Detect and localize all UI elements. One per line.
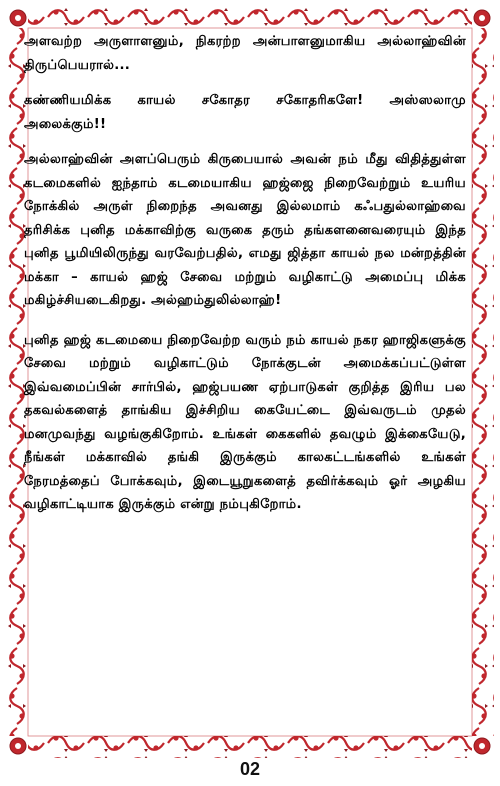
handbook-intro-paragraph: புனித ஹஜ் கடமையை நிறைவேற்ற வரும் நம் காயல் நகர ஹாஜிகளுக்கு சேவை மற்றும் வழிகாட்டும் நோக்குடன் அமைக்கப்பட்டுள்ள இவ்வமைப்பின் சார்பில், ஹஜ்பயண ஏற்பாடுகள் குறித்த இரிய பல தகவல்களைத் தாங்கிய இச்சிறிய கையேட்டை இவ்வருடம் முதல் மனமுவந்து வழங்குகிறோம். உங்கள் கைகளில் தவழும் இக்கையேடு, நீங்கள் மக்காவில் தங்கி இருக்கும் காலகட்டங்களில் உங்கள் நேரமத்தைப் போக்கவும், இடையூறுகளைத் தவிர்க்கவும் ஓர் அழகிய வழிகாட்டியாக இருக்கும் என்று நம்புகிறோம். [24,332,466,512]
welcome-paragraph: அல்லாஹ்வின் அளப்பெரும் கிருபையால் அவன் நம் மீது விதித்துள்ள கடமைகளில் ஐந்தாம் கடமையாகிய ஹஜ்ஜை நிறைவேற்றும் உயரிய நோக்கில் அருள் நிறைந்த அவனது இல்லமாம் கஃபதுல்லாஹ்வை தரிசிக்க புனித மக்காவிற்கு வருகை தரும் தங்களனைவரையும் இந்த புனித பூமியிலிருந்து வரவேற்பதில், எமது ஜித்தா காயல் நல மன்றத்தின் மக்கா – காயல் ஹஜ் சேவை மற்றும் வழிகாட்டு அமைப்பு மிக்க மகிழ்ச்சியடைகிறது. அல்ஹம்துலில்லாஹ்! [24,152,466,308]
greeting-paragraph: கண்ணியமிக்க காயல் சகோதர சகோதரிகளே! அஸ்ஸலாமு அலைக்கும்!! [24,93,466,132]
page-number: 02 [239,759,261,779]
opening-basmala: அளவற்ற அருளாளனும், நிகரற்ற அன்பாளனுமாகிய அல்லாஹ்வின் திருப்பெயரால்... [24,34,466,73]
page-body [24,30,466,533]
